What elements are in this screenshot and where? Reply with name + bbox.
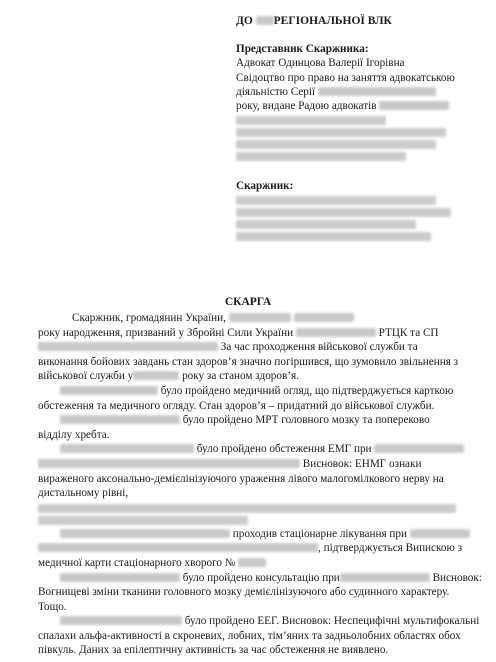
text-line <box>38 614 480 629</box>
redacted-text <box>38 543 318 552</box>
text-line <box>38 369 468 384</box>
redacted-text <box>236 116 386 125</box>
text-fragment: РТЦК та СП <box>378 326 439 339</box>
redacted-text <box>60 573 180 582</box>
redacted-text <box>236 208 451 217</box>
redacted-text <box>238 558 266 567</box>
text-fragment: було пройдено обстеження ЕМГ при <box>196 443 372 456</box>
text-fragment: було пройдено медичний огляд, що підтверджується карткою <box>160 384 454 397</box>
redacted-text <box>60 444 194 453</box>
text-fragment: проходив стаціонарне лікування при <box>232 527 407 540</box>
addressee-name: РЕГІОНАЛЬНОЇ ВЛК <box>273 15 392 27</box>
text-line <box>38 541 468 556</box>
redacted-text <box>60 415 180 424</box>
text-fragment: медичної карти стаціонарного хворого № <box>38 556 236 569</box>
text-line <box>38 457 468 472</box>
text-fragment: військової служби у <box>38 370 134 383</box>
redacted-text <box>374 444 464 453</box>
text-fragment: року народження, призваний у Збройні Сили України <box>38 326 294 339</box>
redacted-text <box>340 573 430 582</box>
certificate-line-1: Свідоцтво про право на заняття адвокатською <box>236 71 455 84</box>
redacted-text <box>38 504 456 513</box>
text-line <box>38 311 468 326</box>
text-line: Тощо. <box>38 600 67 613</box>
text-fragment: Висновок: <box>432 571 482 584</box>
text-line: обстеження та медичного огляду. Стан здоров’я – придатний до військової служби. <box>38 399 435 412</box>
text-fragment: Висновок: ЕНМГ ознаки <box>302 457 422 470</box>
redacted-text <box>236 140 436 149</box>
addressee-block <box>236 14 486 243</box>
addressee-to: ДО <box>236 15 253 27</box>
text-line <box>38 486 468 501</box>
text-line <box>38 340 468 355</box>
text-fragment: , підтверджується Випискою з <box>318 542 463 555</box>
text-line: Вогнищеві зміни тканини головного мозку демієлінізуючого або судинного характеру. <box>38 586 450 599</box>
text-fragment: діяльністю Серії <box>236 85 316 98</box>
redacted-text <box>236 128 446 137</box>
redacted-text <box>410 529 470 538</box>
text-line: вираженого аксонально-демієлінізуючого ураження лівого малогомілкового нерву на <box>38 472 444 485</box>
text-fragment: року за станом здоров’я. <box>182 370 299 383</box>
redacted-text <box>379 101 449 110</box>
representative-name: Адвокат Одинцова Валерії Ігорівна <box>236 57 405 70</box>
document-title: СКАРГА <box>224 296 272 308</box>
text-fragment <box>236 28 486 42</box>
redacted-text <box>236 232 431 241</box>
text-line <box>38 556 468 571</box>
redacted-text <box>318 87 436 96</box>
text-fragment: року, видане Радою адвокатів <box>236 100 377 113</box>
text-line <box>38 413 468 428</box>
redacted-text <box>256 16 274 25</box>
text-fragment: було пройдено консультацію при <box>182 571 340 584</box>
text-line: виконання бойових завдань стан здоров’я значно погіршився, що зумовило звільнення з <box>38 355 459 368</box>
redacted-text <box>60 386 158 395</box>
redacted-text <box>38 342 218 351</box>
complainant-label: Скаржник: <box>236 180 294 193</box>
redacted-text <box>236 152 406 161</box>
addressee-line <box>236 14 486 28</box>
text-fragment: дистальному рівні, <box>38 487 129 500</box>
representative-label: Представник Скаржника: <box>236 43 369 56</box>
redacted-text <box>38 459 300 468</box>
text-line <box>38 527 468 542</box>
text-fragment: було пройдено МРТ головного мозку та попереково <box>182 414 430 427</box>
text-fragment: За час проходження військової служби та <box>220 341 418 354</box>
redacted-text <box>296 328 376 337</box>
redacted-text <box>236 196 436 205</box>
text-line <box>38 442 468 457</box>
text-line <box>38 326 468 341</box>
redacted-text <box>294 313 354 322</box>
redacted-text <box>38 516 248 525</box>
text-line: півкуль. Даних за епілептичну активність за час обстеження не виявлено. <box>38 644 389 657</box>
redacted-text <box>229 313 291 322</box>
text-fragment: було пройдено ЕЕГ. Висновок: Неспецифічні мультифокальні <box>184 615 480 628</box>
redacted-text <box>60 529 230 538</box>
text-line <box>38 571 482 586</box>
text-fragment <box>236 163 486 179</box>
certificate-line-2 <box>236 85 486 99</box>
text-line: відділу хребта. <box>38 428 110 441</box>
text-line: спалахи альфа-активності в скроневих, лобних, тім’яних та задньолобних областях обох <box>38 629 461 642</box>
certificate-line-3 <box>236 99 486 113</box>
redacted-text <box>236 220 416 229</box>
text-fragment: Скаржник, громадянин України, <box>72 312 226 324</box>
redacted-text <box>133 371 179 380</box>
text-line <box>38 384 468 399</box>
complaint-body <box>38 311 482 658</box>
redacted-text <box>60 616 182 625</box>
